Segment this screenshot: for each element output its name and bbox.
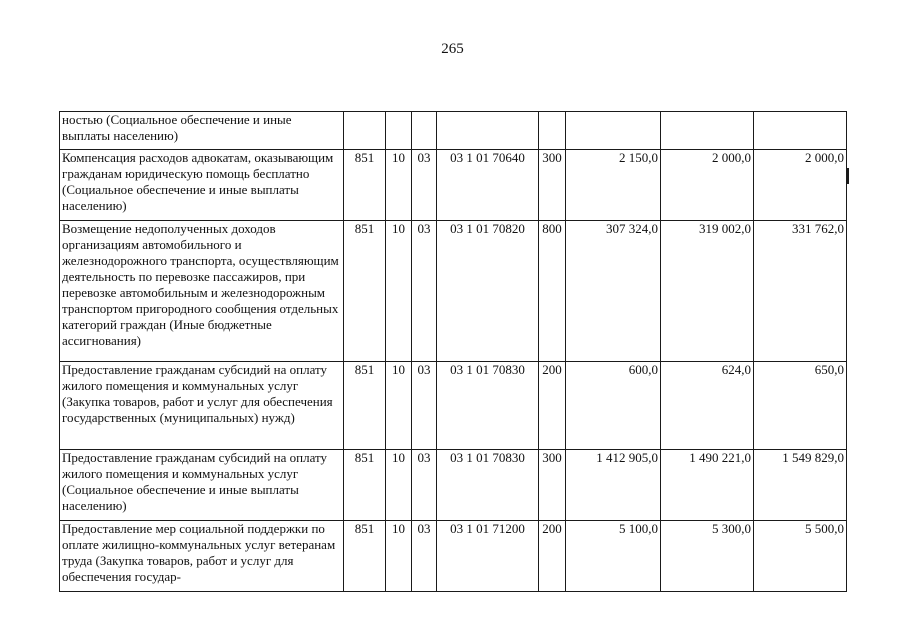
table-row [60, 521, 847, 592]
amount-year-1: 307 324,0 [566, 221, 661, 362]
expense-type-code: 300 [539, 150, 566, 221]
ministry-code: 851 [344, 150, 386, 221]
amount-year-2: 319 002,0 [661, 221, 754, 362]
section-code [386, 112, 412, 150]
amount-year-3: 5 500,0 [754, 521, 847, 592]
subsection-code: 03 [412, 362, 437, 450]
target-article-code: 03 1 01 71200 [437, 521, 539, 592]
target-article-code: 03 1 01 70820 [437, 221, 539, 362]
table-row [60, 362, 847, 450]
ministry-code [344, 112, 386, 150]
amount-year-1: 600,0 [566, 362, 661, 450]
target-article-code: 03 1 01 70830 [437, 450, 539, 521]
table-row [60, 112, 847, 150]
row-name: ностью (Социальное обеспечение и иные выплаты населению) [60, 112, 344, 150]
row-name: Компенсация расходов адвокатам, оказывающим гражданам юридическую помощь бесплатно (Социальное обеспечение и иные выплаты населению) [60, 150, 344, 221]
ministry-code: 851 [344, 221, 386, 362]
amount-year-3: 331 762,0 [754, 221, 847, 362]
expense-type-code: 300 [539, 450, 566, 521]
subsection-code: 03 [412, 150, 437, 221]
subsection-code: 03 [412, 221, 437, 362]
section-code: 10 [386, 150, 412, 221]
page-number: 265 [441, 41, 464, 57]
amount-year-2: 5 300,0 [661, 521, 754, 592]
target-article-code: 03 1 01 70830 [437, 362, 539, 450]
amount-year-2: 624,0 [661, 362, 754, 450]
budget-table [59, 111, 847, 592]
ministry-code: 851 [344, 521, 386, 592]
amount-year-2: 1 490 221,0 [661, 450, 754, 521]
ministry-code: 851 [344, 450, 386, 521]
amount-year-1 [566, 112, 661, 150]
amount-year-2: 2 000,0 [661, 150, 754, 221]
row-name: Предоставление гражданам субсидий на оплату жилого помещения и коммунальных услуг (Социальное обеспечение и иные выплаты населению) [60, 450, 344, 521]
amount-year-1: 2 150,0 [566, 150, 661, 221]
section-code: 10 [386, 221, 412, 362]
table-row [60, 150, 847, 221]
section-code: 10 [386, 450, 412, 521]
row-name: Возмещение недополученных доходов организациям автомобильного и железнодорожного транспорта, осуществляющим деятельность по перевозке пассажиров, при перевозке автомобильным и железнодорожным транспортом пригородного сообщения отдельных категорий граждан (Иные бюджетные ассигнования) [60, 221, 344, 362]
scan-border-mark [846, 168, 849, 184]
subsection-code: 03 [412, 521, 437, 592]
table-row [60, 221, 847, 362]
table-row [60, 450, 847, 521]
expense-type-code: 200 [539, 521, 566, 592]
section-code: 10 [386, 521, 412, 592]
amount-year-3: 1 549 829,0 [754, 450, 847, 521]
amount-year-1: 5 100,0 [566, 521, 661, 592]
expense-type-code: 200 [539, 362, 566, 450]
expense-type-code: 800 [539, 221, 566, 362]
amount-year-1: 1 412 905,0 [566, 450, 661, 521]
target-article-code [437, 112, 539, 150]
section-code: 10 [386, 362, 412, 450]
amount-year-3 [754, 112, 847, 150]
row-name: Предоставление мер социальной поддержки по оплате жилищно-коммунальных услуг ветеранам труда (Закупка товаров, работ и услуг для обеспечения государ- [60, 521, 344, 592]
ministry-code: 851 [344, 362, 386, 450]
subsection-code [412, 112, 437, 150]
subsection-code: 03 [412, 450, 437, 521]
amount-year-3: 650,0 [754, 362, 847, 450]
amount-year-3: 2 000,0 [754, 150, 847, 221]
expense-type-code [539, 112, 566, 150]
target-article-code: 03 1 01 70640 [437, 150, 539, 221]
row-name: Предоставление гражданам субсидий на оплату жилого помещения и коммунальных услуг (Закупка товаров, работ и услуг для обеспечения государственных (муниципальных) нужд) [60, 362, 344, 450]
amount-year-2 [661, 112, 754, 150]
